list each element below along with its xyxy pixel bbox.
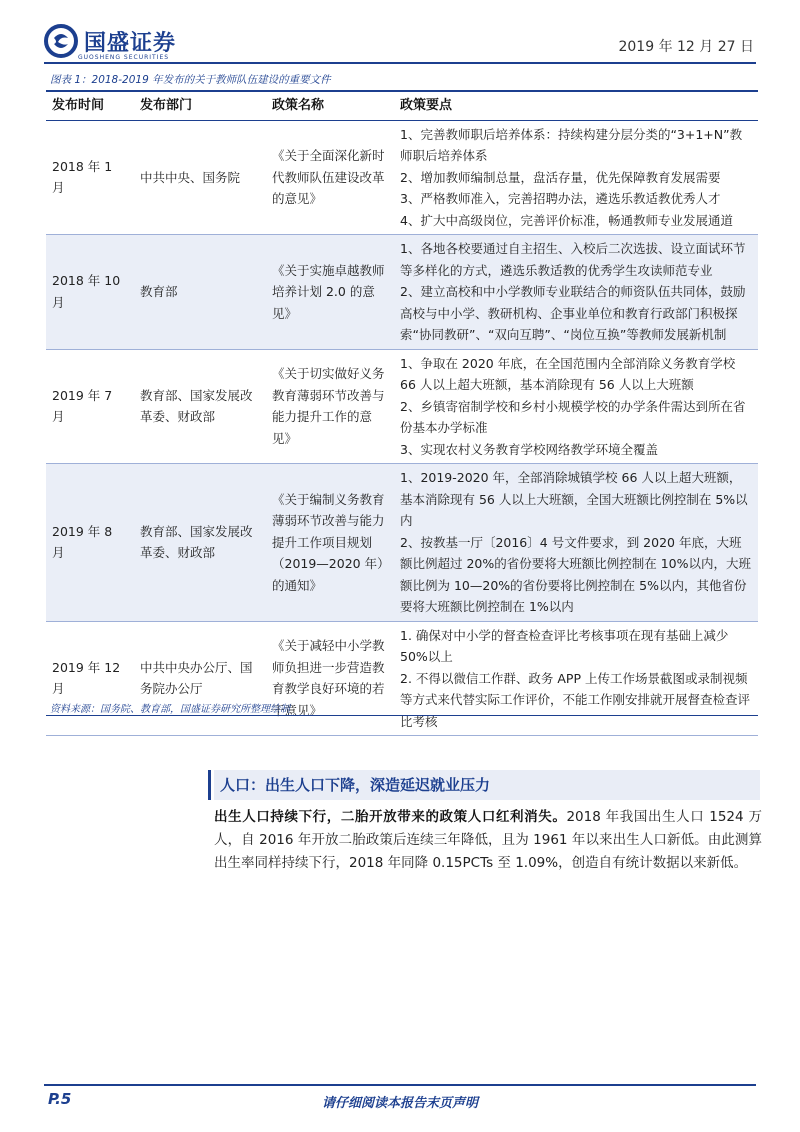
footer-divider xyxy=(44,1084,756,1086)
brand-name: 国盛证券 xyxy=(84,30,177,56)
table-row xyxy=(46,120,758,235)
release-date: 2019 年 8 月 xyxy=(46,464,134,622)
policy-point: 2、乡镇寄宿制学校和乡村小规模学校的办学条件需达到所在省份基本办学标准 xyxy=(400,398,746,435)
table-row xyxy=(46,621,758,736)
policy-point: 1、各地各校要通过自主招生、入校后二次选拔、设立面试环节等多样化的方式，遴选乐教适教的优秀学生攻读师范专业 xyxy=(400,241,746,278)
policy-point: 2、建立高校和中小学教师专业联结合的师资队伍共同体，鼓励高校与中小学、教研机构、企事业单位和教育行政部门积极探索“协同教研”、“双向互聘”、“岗位互换”等教师发展新机制 xyxy=(400,284,746,342)
column-header: 发布部门 xyxy=(134,91,266,120)
release-dept: 教育部、国家发展改革委、财政部 xyxy=(134,464,266,622)
release-dept: 教育部 xyxy=(134,235,266,350)
brand-logo xyxy=(44,24,176,58)
policy-name: 《关于全面深化新时代教师队伍建设改革的意见》 xyxy=(266,120,394,235)
policy-point: 3、实现农村义务教育学校网络教学环境全覆盖 xyxy=(400,441,658,457)
section-accent-bar xyxy=(208,770,211,800)
policy-name: 《关于减轻中小学教师负担进一步营造教育教学良好环境的若干意见》 xyxy=(266,621,394,736)
paragraph-body: 2018 年我国出生人口 1524 万人，自 2016 年开放二胎政策后连续三年降低，且为 1961 年以来出生人口新低。由此测算出生率同样持续下行，2018 年同降 0.15PCTs 至 1.09%，创造自有统计数据以来新低。 xyxy=(214,809,762,871)
disclaimer-note: 请仔细阅读本报告末页声明 xyxy=(321,1096,478,1111)
release-date: 2018 年 10 月 xyxy=(46,235,134,350)
column-header: 政策要点 xyxy=(394,91,758,120)
column-header: 政策名称 xyxy=(266,91,394,120)
table-header-row xyxy=(46,91,758,120)
figure-caption: 图表 1：2018-2019 年发布的关于教师队伍建设的重要文件 xyxy=(50,74,331,86)
policy-point: 2、增加教师编制总量，盘活存量，优先保障教育发展需要 xyxy=(400,169,721,185)
source-divider xyxy=(46,715,758,716)
section-title: 人口：出生人口下降，深造延迟就业压力 xyxy=(214,770,760,800)
report-date: 2019 年 12 月 27 日 xyxy=(618,39,754,55)
policy-point: 4、扩大中高级岗位，完善评价标准，畅通教师专业发展通道 xyxy=(400,212,733,228)
policy-point: 3、严格教师准入，完善招聘办法，遴选乐教适教优秀人才 xyxy=(400,191,721,206)
release-date: 2019 年 12 月 xyxy=(46,621,134,736)
paragraph-lead: 出生人口持续下行，二胎开放带来的政策人口红利消失。 xyxy=(214,809,567,825)
policy-name: 《关于编制义务教育薄弱环节改善与能力提升工作项目规划（2019—2020 年）的通知》 xyxy=(266,464,394,622)
guosheng-logo-icon xyxy=(44,24,78,58)
policy-name: 《关于实施卓越教师培养计划 2.0 的意见》 xyxy=(266,235,394,350)
section-paragraph xyxy=(214,806,762,875)
release-dept: 中共中央、国务院 xyxy=(134,120,266,235)
policy-points xyxy=(394,120,758,235)
brand-subtitle: GUOSHENG SECURITIES xyxy=(78,54,170,61)
release-dept: 教育部、国家发展改革委、财政部 xyxy=(134,349,266,464)
page-header xyxy=(0,0,800,70)
table-row xyxy=(46,464,758,622)
figure-source: 资料来源：国务院、教育部，国盛证券研究所整理绘制 xyxy=(50,704,290,715)
table-row xyxy=(46,235,758,350)
column-header: 发布时间 xyxy=(46,91,134,120)
policy-point: 1、争取在 2020 年底，在全国范围内全部消除义务教育学校 66 人以上超大班额，基本消除现有 56 人以上大班额 xyxy=(400,355,736,392)
policy-points xyxy=(394,349,758,464)
policy-point: 2、按教基一厅〔2016〕4 号文件要求，到 2020 年底，大班额比例超过 20%的省份要将大班额比例控制在 10%以内，大班额比例为 10—20%的省份要将比例控制在 5%以内，其他省份要将大班额比例控制在 1%以内 xyxy=(400,534,752,614)
page-number: P.5 xyxy=(48,1090,72,1108)
header-divider xyxy=(44,62,756,64)
policy-points xyxy=(394,621,758,736)
policy-name: 《关于切实做好义务教育薄弱环节改善与能力提升工作的意见》 xyxy=(266,349,394,464)
policy-points xyxy=(394,235,758,350)
policy-point: 1、完善教师职后培养体系：持续构建分层分类的“3+1+N”教师职后培养体系 xyxy=(400,126,743,163)
table-row xyxy=(46,349,758,464)
release-date: 2018 年 1 月 xyxy=(46,120,134,235)
policy-point: 1、2019-2020 年，全部消除城镇学校 66 人以上超大班额，基本消除现有 56 人以上大班额，全国大班额比例控制在 5%以内 xyxy=(400,470,748,528)
policy-table xyxy=(46,90,758,736)
policy-point: 1. 确保对中小学的督查检查评比考核事项在现有基础上减少 50%以上 xyxy=(400,627,729,664)
release-dept: 中共中央办公厅、国务院办公厅 xyxy=(134,621,266,736)
policy-point: 2. 不得以微信工作群、政务 APP 上传工作场景截图或录制视频等方式来代替实际工作评价，不能工作刚安排就开展督查检查评比考核 xyxy=(400,670,751,729)
policy-points xyxy=(394,464,758,622)
release-date: 2019 年 7 月 xyxy=(46,349,134,464)
